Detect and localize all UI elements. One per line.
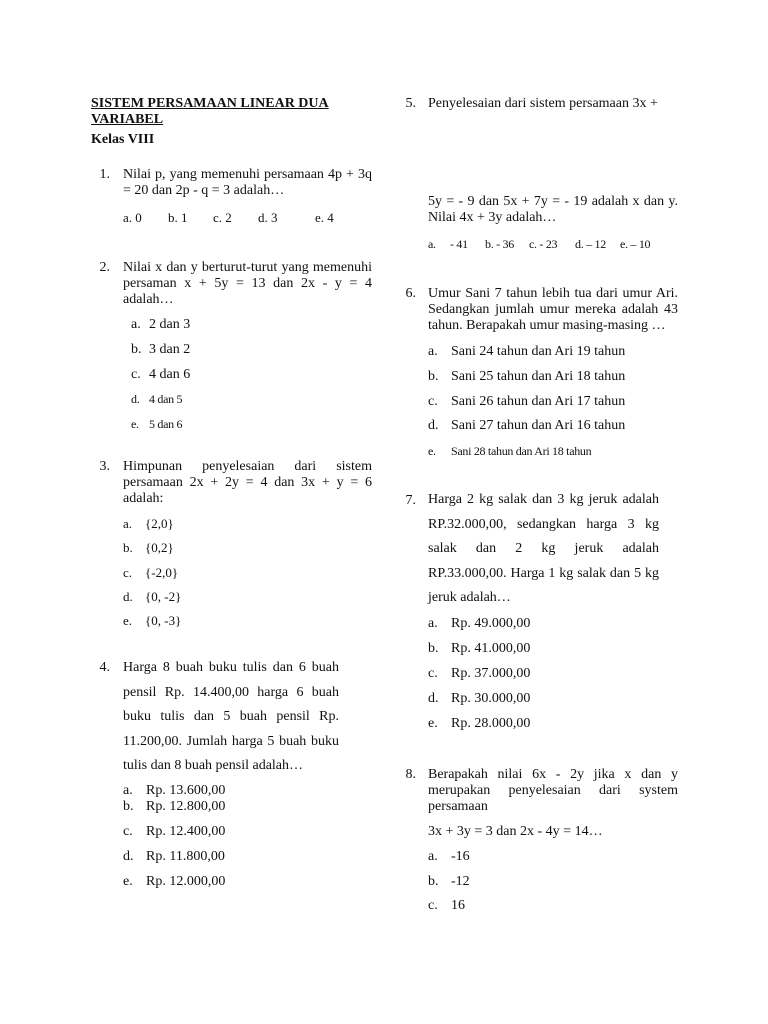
- option: e. – 10: [620, 237, 651, 251]
- option-text: 5 dan 6: [149, 417, 183, 431]
- option: [428, 369, 625, 385]
- document-title: [91, 96, 351, 128]
- option-letter: d.: [428, 691, 439, 706]
- option-text: Rp. 13.600,00: [146, 783, 226, 798]
- option-text: Rp. 49.000,00: [451, 616, 531, 631]
- option: [123, 874, 225, 890]
- option-letter: e.: [428, 716, 438, 731]
- option-text: Rp. 41.000,00: [451, 641, 531, 656]
- option-text: 16: [451, 898, 465, 913]
- option: [123, 589, 181, 605]
- option-text: {-2,0}: [145, 565, 179, 580]
- option-letter: a.: [131, 317, 141, 332]
- option: [428, 616, 530, 632]
- option-text: Sani 27 tahun dan Ari 16 tahun: [451, 418, 626, 433]
- option: b. - 36: [485, 237, 514, 251]
- option-text: {0, -3}: [145, 613, 182, 628]
- option-letter: b.: [428, 641, 439, 656]
- title-line-1: SISTEM PERSAMAAN LINEAR DUA: [91, 96, 329, 111]
- option: c. 2: [213, 210, 232, 225]
- option: [428, 691, 530, 707]
- option-text: Rp. 12.800,00: [146, 799, 226, 814]
- option-letter: b.: [428, 874, 439, 889]
- option: [123, 783, 225, 799]
- option-text: Rp. 30.000,00: [451, 691, 531, 706]
- option: [428, 344, 625, 360]
- question-text: Harga 8 buah buku tulis dan 6 buah pensil Rp. 14.400,00 harga 6 buah buku tulis dan 5 buah pensil Rp. 11.200,00. Jumlah harga 5 buah buku tulis dan 8 buah pensil adalah…: [123, 660, 339, 774]
- option: [123, 849, 225, 865]
- option-letter: a.: [428, 237, 436, 251]
- option: [428, 898, 465, 914]
- option-letter: b.: [123, 799, 134, 814]
- option: [123, 565, 178, 581]
- question-text: Nilai x dan y berturut-turut yang memenuhi persaman x + 5y = 13 dan 2x - y = 4 adalah…: [123, 260, 372, 307]
- option-text: {0,2}: [145, 540, 174, 555]
- option-letter: e.: [428, 444, 436, 458]
- option: [428, 394, 625, 410]
- question-number: 8.: [405, 767, 416, 782]
- option: [123, 824, 225, 840]
- option-letter: a.: [428, 344, 438, 359]
- option: [428, 418, 625, 434]
- question-text: Himpunan penyelesaian dari sistem persamaan 2x + 2y = 4 dan 3x + y = 6 adalah:: [123, 459, 372, 506]
- option: [123, 799, 225, 815]
- question-number: 3.: [99, 459, 110, 474]
- option-letter: b.: [131, 342, 142, 357]
- option-letter: c.: [428, 898, 438, 913]
- option-letter: a.: [123, 783, 133, 798]
- question-number: 1.: [99, 167, 110, 182]
- option: [123, 613, 181, 629]
- option-text: 2 dan 3: [149, 317, 191, 332]
- option-text: Rp. 12.400,00: [146, 824, 226, 839]
- option: [428, 716, 530, 732]
- option-letter: c.: [123, 824, 133, 839]
- title-line-2: VARIABEL: [91, 112, 164, 127]
- option-letter: e.: [123, 874, 133, 889]
- question-number: 2.: [99, 260, 110, 275]
- option-letter: b.: [123, 540, 133, 555]
- option-letter: d.: [131, 392, 140, 406]
- question-text: Berapakah nilai 6x - 2y jika x dan y merupakan penyelesaian dari system persamaan: [428, 767, 678, 814]
- option: a. 0: [123, 210, 142, 225]
- option-letter: c.: [123, 565, 133, 580]
- option: d. 3: [258, 210, 278, 225]
- option-text: {2,0}: [145, 516, 174, 531]
- question-text: Penyelesaian dari sistem persamaan 3x +: [428, 96, 658, 111]
- option-text: Rp. 37.000,00: [451, 666, 531, 681]
- option: [428, 849, 470, 865]
- option-text: Sani 28 tahun dan Ari 18 tahun: [451, 444, 592, 458]
- question-text-continued: 3x + 3y = 3 dan 2x - 4y = 14…: [428, 824, 603, 839]
- question-number: 5.: [405, 96, 416, 111]
- option-letter: d.: [428, 418, 439, 433]
- option-letter: c.: [428, 394, 438, 409]
- option: [131, 317, 190, 333]
- option-letter: c.: [131, 367, 141, 382]
- option-letter: a.: [428, 849, 438, 864]
- option-text: -16: [451, 849, 470, 864]
- option: [131, 367, 190, 383]
- option-text: Rp. 28.000,00: [451, 716, 531, 731]
- option-text: 4 dan 5: [149, 392, 183, 406]
- option: [123, 516, 174, 532]
- option-text: 4 dan 6: [149, 367, 191, 382]
- class-subtitle: Kelas VIII: [91, 132, 155, 147]
- option-text: Sani 24 tahun dan Ari 19 tahun: [451, 344, 626, 359]
- option-text: Rp. 11.800,00: [146, 849, 225, 864]
- question-text: Umur Sani 7 tahun lebih tua dari umur Ari. Sedangkan jumlah umur mereka adalah 43 tahun. Berapakah umur masing-masing …: [428, 286, 678, 333]
- question-text: Harga 2 kg salak dan 3 kg jeruk adalah RP.32.000,00, sedangkan harga 3 kg salak dan 2 kg jeruk adalah RP.33.000,00. Harga 1 kg salak dan 5 kg jeruk adalah…: [428, 492, 659, 606]
- option: d. – 12: [575, 237, 606, 251]
- option: e. 4: [315, 210, 334, 225]
- option-text: 3 dan 2: [149, 342, 191, 357]
- question-text-continued: 5y = - 9 dan 5x + 7y = - 19 adalah x dan y. Nilai 4x + 3y adalah…: [428, 194, 678, 225]
- option-letter: d.: [123, 849, 134, 864]
- option-text: -12: [451, 874, 470, 889]
- option: [428, 641, 530, 657]
- option: [131, 342, 190, 358]
- option-letter: e.: [131, 417, 139, 431]
- option: [428, 666, 530, 682]
- option: [131, 417, 182, 432]
- question-number: 6.: [405, 286, 416, 301]
- question-number: 7.: [405, 493, 416, 508]
- option: - 41: [450, 237, 468, 251]
- option-letter: a.: [428, 616, 438, 631]
- option-letter: a.: [123, 516, 133, 531]
- option-text: Rp. 12.000,00: [146, 874, 226, 889]
- option: b. 1: [168, 210, 188, 225]
- option-letter: c.: [428, 666, 438, 681]
- question-number: 4.: [99, 660, 110, 675]
- option-letter: b.: [428, 369, 439, 384]
- option-letter: d.: [123, 589, 133, 604]
- option: [428, 444, 591, 459]
- option: c. - 23: [529, 237, 558, 251]
- option: [428, 874, 470, 890]
- option: [131, 392, 182, 407]
- option-text: {0, -2}: [145, 589, 182, 604]
- option-text: Sani 25 tahun dan Ari 18 tahun: [451, 369, 626, 384]
- question-text: Nilai p, yang memenuhi persamaan 4p + 3q = 20 dan 2p - q = 3 adalah…: [123, 167, 372, 198]
- option-letter: e.: [123, 613, 133, 628]
- option-text: Sani 26 tahun dan Ari 17 tahun: [451, 394, 626, 409]
- option: [123, 540, 174, 556]
